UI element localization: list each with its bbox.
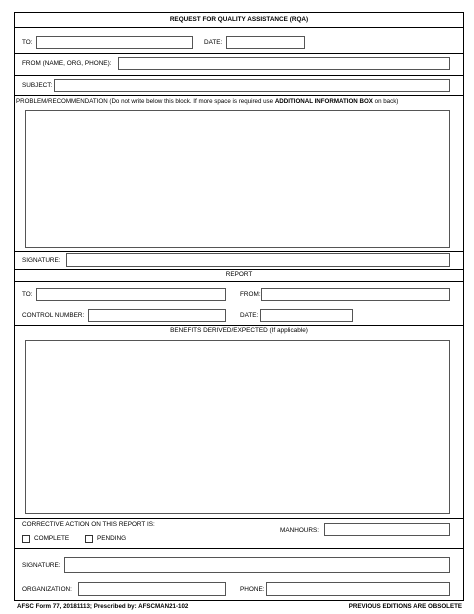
report-header: REPORT bbox=[225, 271, 253, 278]
from-field[interactable] bbox=[118, 57, 450, 70]
signature2-label: SIGNATURE: bbox=[22, 562, 61, 569]
signature-field[interactable] bbox=[66, 253, 450, 267]
subject-field[interactable] bbox=[54, 79, 450, 92]
benefits-label: BENEFITS DERIVED/EXPECTED (If applicable) bbox=[170, 327, 308, 334]
to-label: TO: bbox=[22, 39, 33, 46]
divider bbox=[14, 548, 464, 549]
footer-obsolete-note: PREVIOUS EDITIONS ARE OBSOLETE bbox=[348, 603, 462, 610]
problem-label-bold: ADDITIONAL INFORMATION BOX bbox=[274, 98, 373, 105]
date-label: DATE: bbox=[204, 39, 223, 46]
signature2-field[interactable] bbox=[64, 557, 450, 573]
corrective-action-label: CORRECTIVE ACTION ON THIS REPORT IS: bbox=[22, 521, 155, 528]
signature-label: SIGNATURE: bbox=[22, 257, 61, 264]
divider bbox=[14, 251, 464, 252]
benefits-textarea[interactable] bbox=[25, 340, 450, 514]
subject-label: SUBJECT: bbox=[22, 82, 53, 89]
report-from-label: FROM: bbox=[240, 291, 261, 298]
control-number-field[interactable] bbox=[88, 309, 226, 322]
divider bbox=[14, 281, 464, 282]
date-field[interactable] bbox=[226, 36, 305, 49]
problem-textarea[interactable] bbox=[25, 110, 450, 248]
pending-label: PENDING bbox=[97, 535, 127, 542]
form-title: REQUEST FOR QUALITY ASSISTANCE (RQA) bbox=[169, 16, 309, 23]
divider bbox=[14, 75, 464, 76]
footer-form-id: AFSC Form 77, 20181113; Prescribed by: AFSCMAN21-102 bbox=[17, 603, 189, 610]
report-to-field[interactable] bbox=[36, 288, 226, 301]
divider bbox=[14, 95, 464, 96]
to-field[interactable] bbox=[36, 36, 193, 49]
manhours-label: MANHOURS: bbox=[280, 527, 320, 534]
report-date-label: DATE: bbox=[240, 312, 259, 319]
organization-field[interactable] bbox=[78, 582, 226, 596]
phone-label: PHONE: bbox=[240, 586, 265, 593]
phone-field[interactable] bbox=[266, 582, 450, 596]
problem-label-text: PROBLEM/RECOMMENDATION (Do not write below this block. If more space is required use bbox=[16, 98, 274, 105]
divider bbox=[14, 269, 464, 270]
problem-label bbox=[16, 98, 398, 106]
manhours-field[interactable] bbox=[324, 523, 450, 536]
complete-checkbox[interactable] bbox=[22, 535, 30, 543]
organization-label: ORGANIZATION: bbox=[22, 586, 72, 593]
complete-label: COMPLETE bbox=[34, 535, 70, 542]
divider bbox=[14, 27, 464, 28]
control-number-label: CONTROL NUMBER: bbox=[22, 312, 85, 319]
pending-checkbox[interactable] bbox=[85, 535, 93, 543]
divider bbox=[14, 53, 464, 54]
divider bbox=[14, 518, 464, 519]
divider bbox=[14, 325, 464, 326]
report-date-field[interactable] bbox=[260, 309, 353, 322]
report-from-field[interactable] bbox=[261, 288, 450, 301]
report-to-label: TO: bbox=[22, 291, 33, 298]
from-label: FROM (NAME, ORG, PHONE): bbox=[22, 60, 112, 67]
problem-label-tail: on back) bbox=[374, 98, 399, 105]
